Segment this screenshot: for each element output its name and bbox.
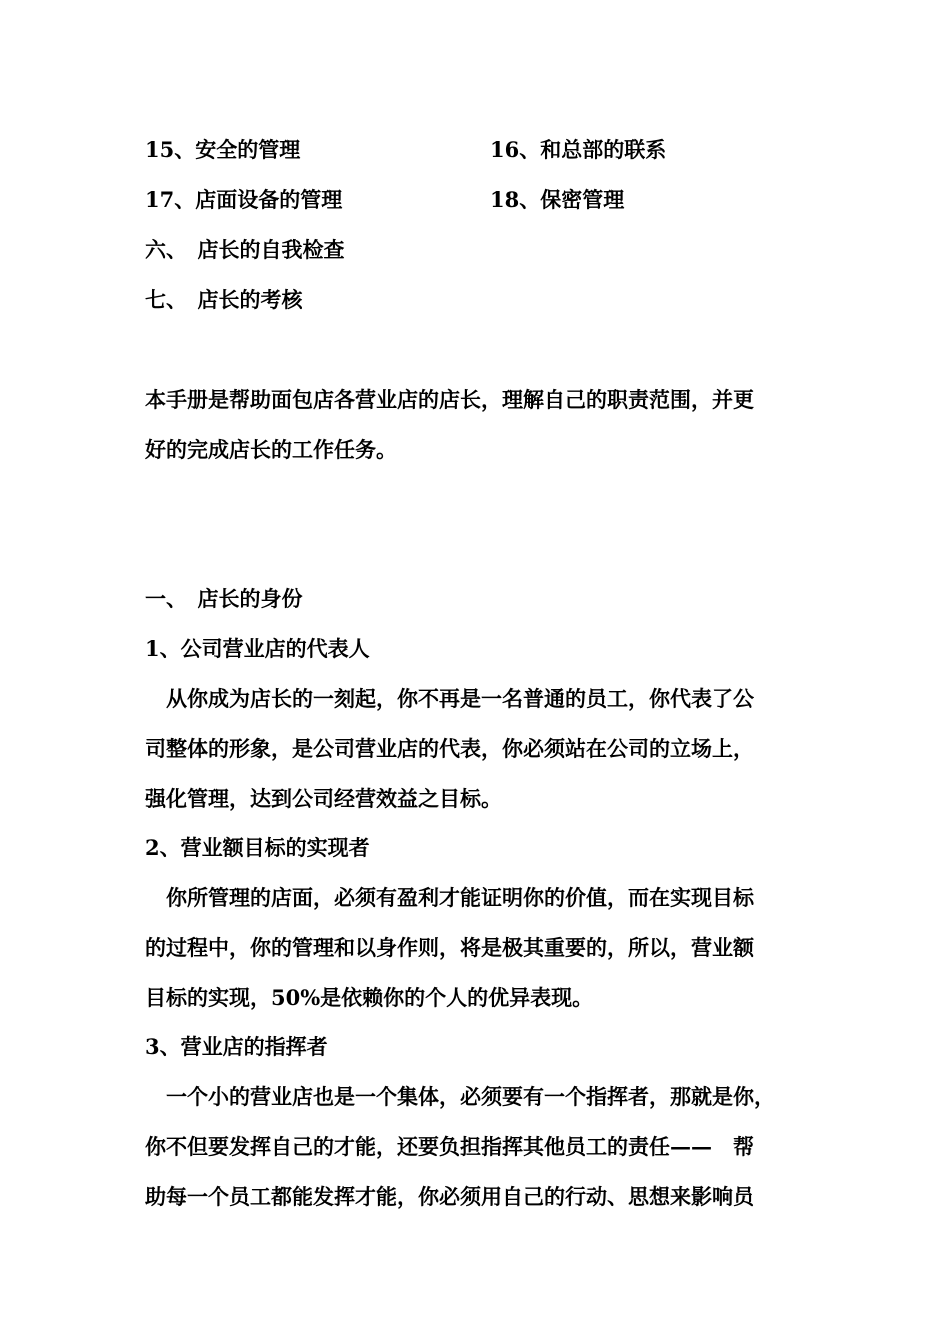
toc-section-7: 七、 店长的考核 — [145, 287, 303, 312]
toc-item-18: 18、保密管理 — [490, 187, 625, 212]
toc-item-16: 16、和总部的联系 — [490, 137, 667, 162]
intro-line-2: 好的完成店长的工作任务。 — [145, 437, 397, 462]
subsection-3-line-2: 你不但要发挥自己的才能，还要负担指挥其他员工的责任—— 帮 — [145, 1134, 754, 1159]
subsection-2-line-1: 你所管理的店面，必须有盈利才能证明你的价值，而在实现目标 — [145, 885, 754, 910]
subsection-1-line-3: 强化管理，达到公司经营效益之目标。 — [145, 786, 502, 811]
subsection-3-line-1: 一个小的营业店也是一个集体，必须要有一个指挥者，那就是你， — [145, 1084, 775, 1109]
subsection-1-line-2: 司整体的形象，是公司营业店的代表，你必须站在公司的立场上， — [145, 736, 754, 761]
subsection-3-title: 3、营业店的指挥者 — [145, 1034, 328, 1059]
subsection-1-title: 1、公司营业店的代表人 — [145, 636, 370, 661]
toc-item-17: 17、店面设备的管理 — [145, 187, 343, 212]
toc-item-15: 15、安全的管理 — [145, 137, 301, 162]
subsection-2-title: 2、营业额目标的实现者 — [145, 835, 370, 860]
subsection-2-line-3: 目标的实现，50%是依赖你的个人的优异表现。 — [145, 985, 594, 1010]
subsection-3-line-3: 助每一个员工都能发挥才能，你必须用自己的行动、思想来影响员 — [145, 1184, 754, 1209]
subsection-1-line-1: 从你成为店长的一刻起，你不再是一名普通的员工，你代表了公 — [145, 686, 754, 711]
section-1-heading: 一、 店长的身份 — [145, 586, 303, 611]
toc-section-6: 六、 店长的自我检查 — [145, 237, 345, 262]
subsection-2-line-2: 的过程中，你的管理和以身作则，将是极其重要的，所以，营业额 — [145, 935, 754, 960]
intro-line-1: 本手册是帮助面包店各营业店的店长，理解自己的职责范围，并更 — [145, 387, 754, 412]
